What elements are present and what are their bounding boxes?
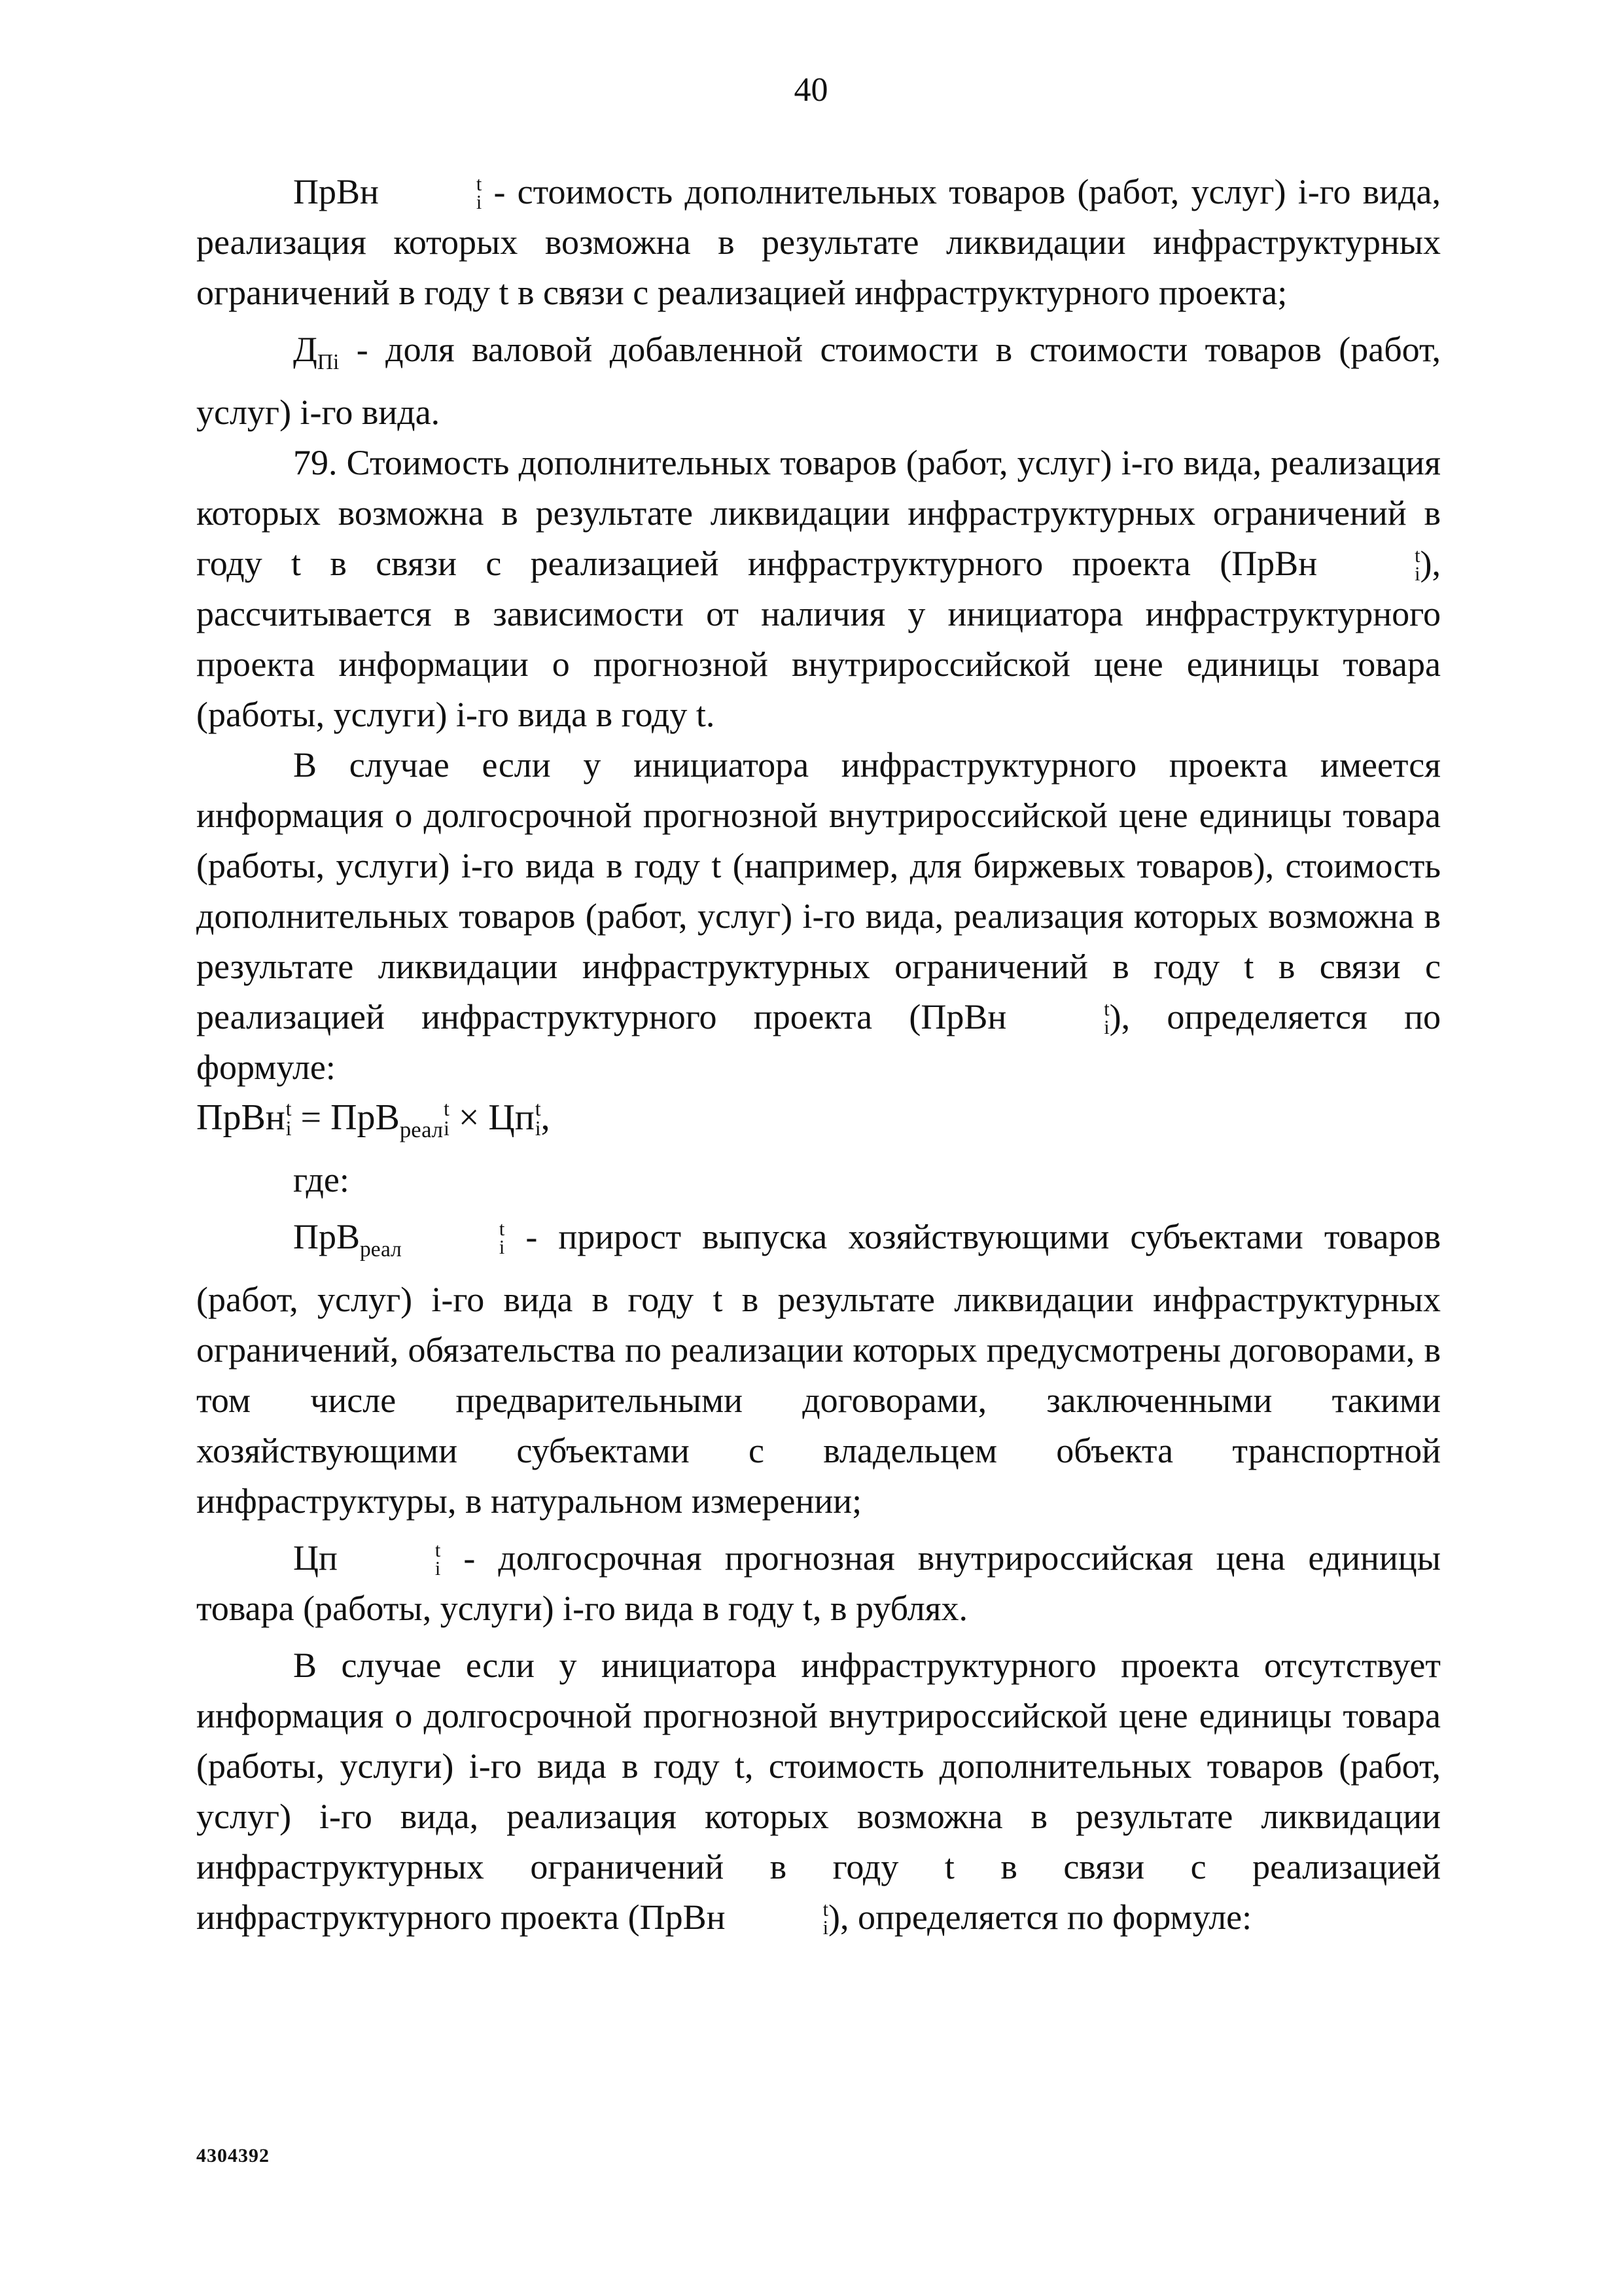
symbol-indices [1318, 546, 1420, 584]
symbol-superscript: t [822, 1898, 828, 1920]
symbol-indices [402, 1217, 505, 1259]
formula-equals: = [291, 1097, 331, 1138]
symbol-subscript: i [476, 191, 482, 214]
paragraph-case-available [196, 740, 1441, 1093]
symbol-superscript: t [434, 1538, 441, 1561]
symbol-indices [535, 1099, 541, 1139]
definition-d-pi [196, 325, 1441, 438]
symbol-superscript: t [476, 172, 482, 195]
symbol-superscript: t [285, 1097, 292, 1120]
symbol-base: ПрВн [921, 997, 1007, 1036]
symbol-subscript: i [1415, 563, 1420, 586]
symbol-base: ПрВн [1231, 543, 1318, 583]
symbol-d-pi [293, 330, 340, 374]
symbol-base: ПрВ [293, 1216, 361, 1256]
symbol-subscript: i [444, 1116, 450, 1140]
symbol-subscript: i [1104, 1016, 1110, 1039]
formula-tsp [488, 1097, 540, 1138]
definition-tsp [196, 1533, 1441, 1634]
definition-text: - доля валовой добавленной стоимости в стоимости товаров (работ, услуг) i-го вида. [196, 330, 1441, 432]
paragraph-text: В случае если у инициатора инфраструктурного проекта отсутствует информация о долгосрочной прогнозной внутрироссийской цене единицы товара (работы, услуги) i-го вида в году t, стоимость дополнительных товаров (работ, услуг) i-го вида, реализация которых возможна в результате ликвидации инфраструктурных ограничений в году t в связи с реализацией инфраструктурного проекта ( [196, 1645, 1441, 1937]
document-body [196, 167, 1441, 1943]
symbol-prvn [293, 172, 482, 214]
paragraph-text: ), определяется по формуле: [828, 1897, 1252, 1937]
paragraph-text: 79. Стоимость дополнительных товаров (работ, услуг) i-го вида, реализация которых возможна в результате ликвидации инфраструктурных ограничений в году t в связи с реализацией инфраструктурного проекта ( [196, 442, 1441, 583]
paragraph-79 [196, 438, 1441, 740]
where-label: где: [293, 1159, 349, 1199]
symbol-prvn [640, 1898, 828, 1937]
symbol-subscript: реал [399, 1116, 444, 1142]
symbol-base: Цп [488, 1097, 535, 1138]
definition-prvn [196, 167, 1441, 318]
symbol-base: Цп [293, 1538, 338, 1578]
symbol-subscript: i [434, 1557, 441, 1580]
symbol-base: ПрВн [196, 1097, 285, 1138]
symbol-superscript: t [499, 1217, 505, 1240]
symbol-indices [444, 1099, 450, 1139]
symbol-subscript: Пi [317, 349, 340, 374]
formula-times: × [449, 1097, 489, 1138]
symbol-indices [1007, 997, 1110, 1039]
symbol-base: Д [293, 330, 317, 369]
symbol-indices [379, 172, 482, 214]
symbol-prvn [921, 997, 1110, 1039]
formula-prvn [196, 1097, 291, 1138]
symbol-base: ПрВ [330, 1097, 400, 1138]
symbol-indices [726, 1900, 828, 1937]
paragraph-text: ), рассчитывается в зависимости от наличия у инициатора инфраструктурного проекта информации о прогнозной внутрироссийской цене единицы товара (работы, услуги) i-го вида в году t. [196, 543, 1441, 734]
definition-text: - прирост выпуска хозяйствующими субъектами товаров (работ, услуг) i-го вида в году t в результате ликвидации инфраструктурных ограничений, обязательства по реализации которых предусмотрены договорами, в том числе предварительными договорами, заключенными такими хозяйствующими субъектами с владельцем объекта транспортной инфраструктуры, в натуральном измерении; [196, 1216, 1441, 1521]
symbol-prv-real [293, 1216, 505, 1262]
symbol-base: ПрВн [639, 1897, 726, 1937]
paragraph-text: ), определяется по формуле: [196, 997, 1441, 1087]
paragraph-text: В случае если у инициатора инфраструктурного проекта имеется информация о долгосрочной прогнозной внутрироссийской цене единицы товара (работы, услуги) i-го вида в году t (например, для биржевых товаров), стоимость дополнительных товаров (работ, услуг) i-го вида, реализация которых возможна в результате ликвидации инфраструктурных ограничений в году t в связи с реализацией инфраструктурного проекта ( [196, 745, 1441, 1036]
document-code: 4304392 [196, 2145, 270, 2166]
definition-prv-real [196, 1212, 1441, 1527]
symbol-indices [338, 1538, 441, 1580]
symbol-superscript: t [1104, 997, 1110, 1020]
symbol-superscript: t [535, 1097, 541, 1120]
page-number: 40 [794, 71, 828, 109]
paragraph-case-missing [196, 1640, 1441, 1943]
symbol-tsp [293, 1538, 440, 1578]
formula-comma: , [540, 1097, 550, 1138]
symbol-subscript: реал [360, 1237, 402, 1262]
symbol-prvn [1231, 543, 1420, 586]
symbol-superscript: t [1415, 544, 1420, 567]
symbol-subscript: i [499, 1236, 505, 1259]
symbol-subscript: i [285, 1116, 292, 1140]
symbol-superscript: t [444, 1097, 450, 1120]
formula [196, 1093, 1441, 1155]
definition-text: - стоимость дополнительных товаров (работ, услуг) i-го вида, реализация которых возможна в результате ликвидации инфраструктурных ограничений в году t в связи с реализацией инфраструктурного проекта; [196, 172, 1441, 312]
symbol-subscript: i [535, 1116, 541, 1140]
symbol-subscript: i [822, 1916, 828, 1939]
symbol-base: ПрВн [293, 172, 379, 211]
formula-prv-real [330, 1097, 450, 1142]
definition-text: - долгосрочная прогнозная внутрироссийская цена единицы товара (работы, услуги) i-го вида в году t, в рублях. [196, 1538, 1441, 1628]
